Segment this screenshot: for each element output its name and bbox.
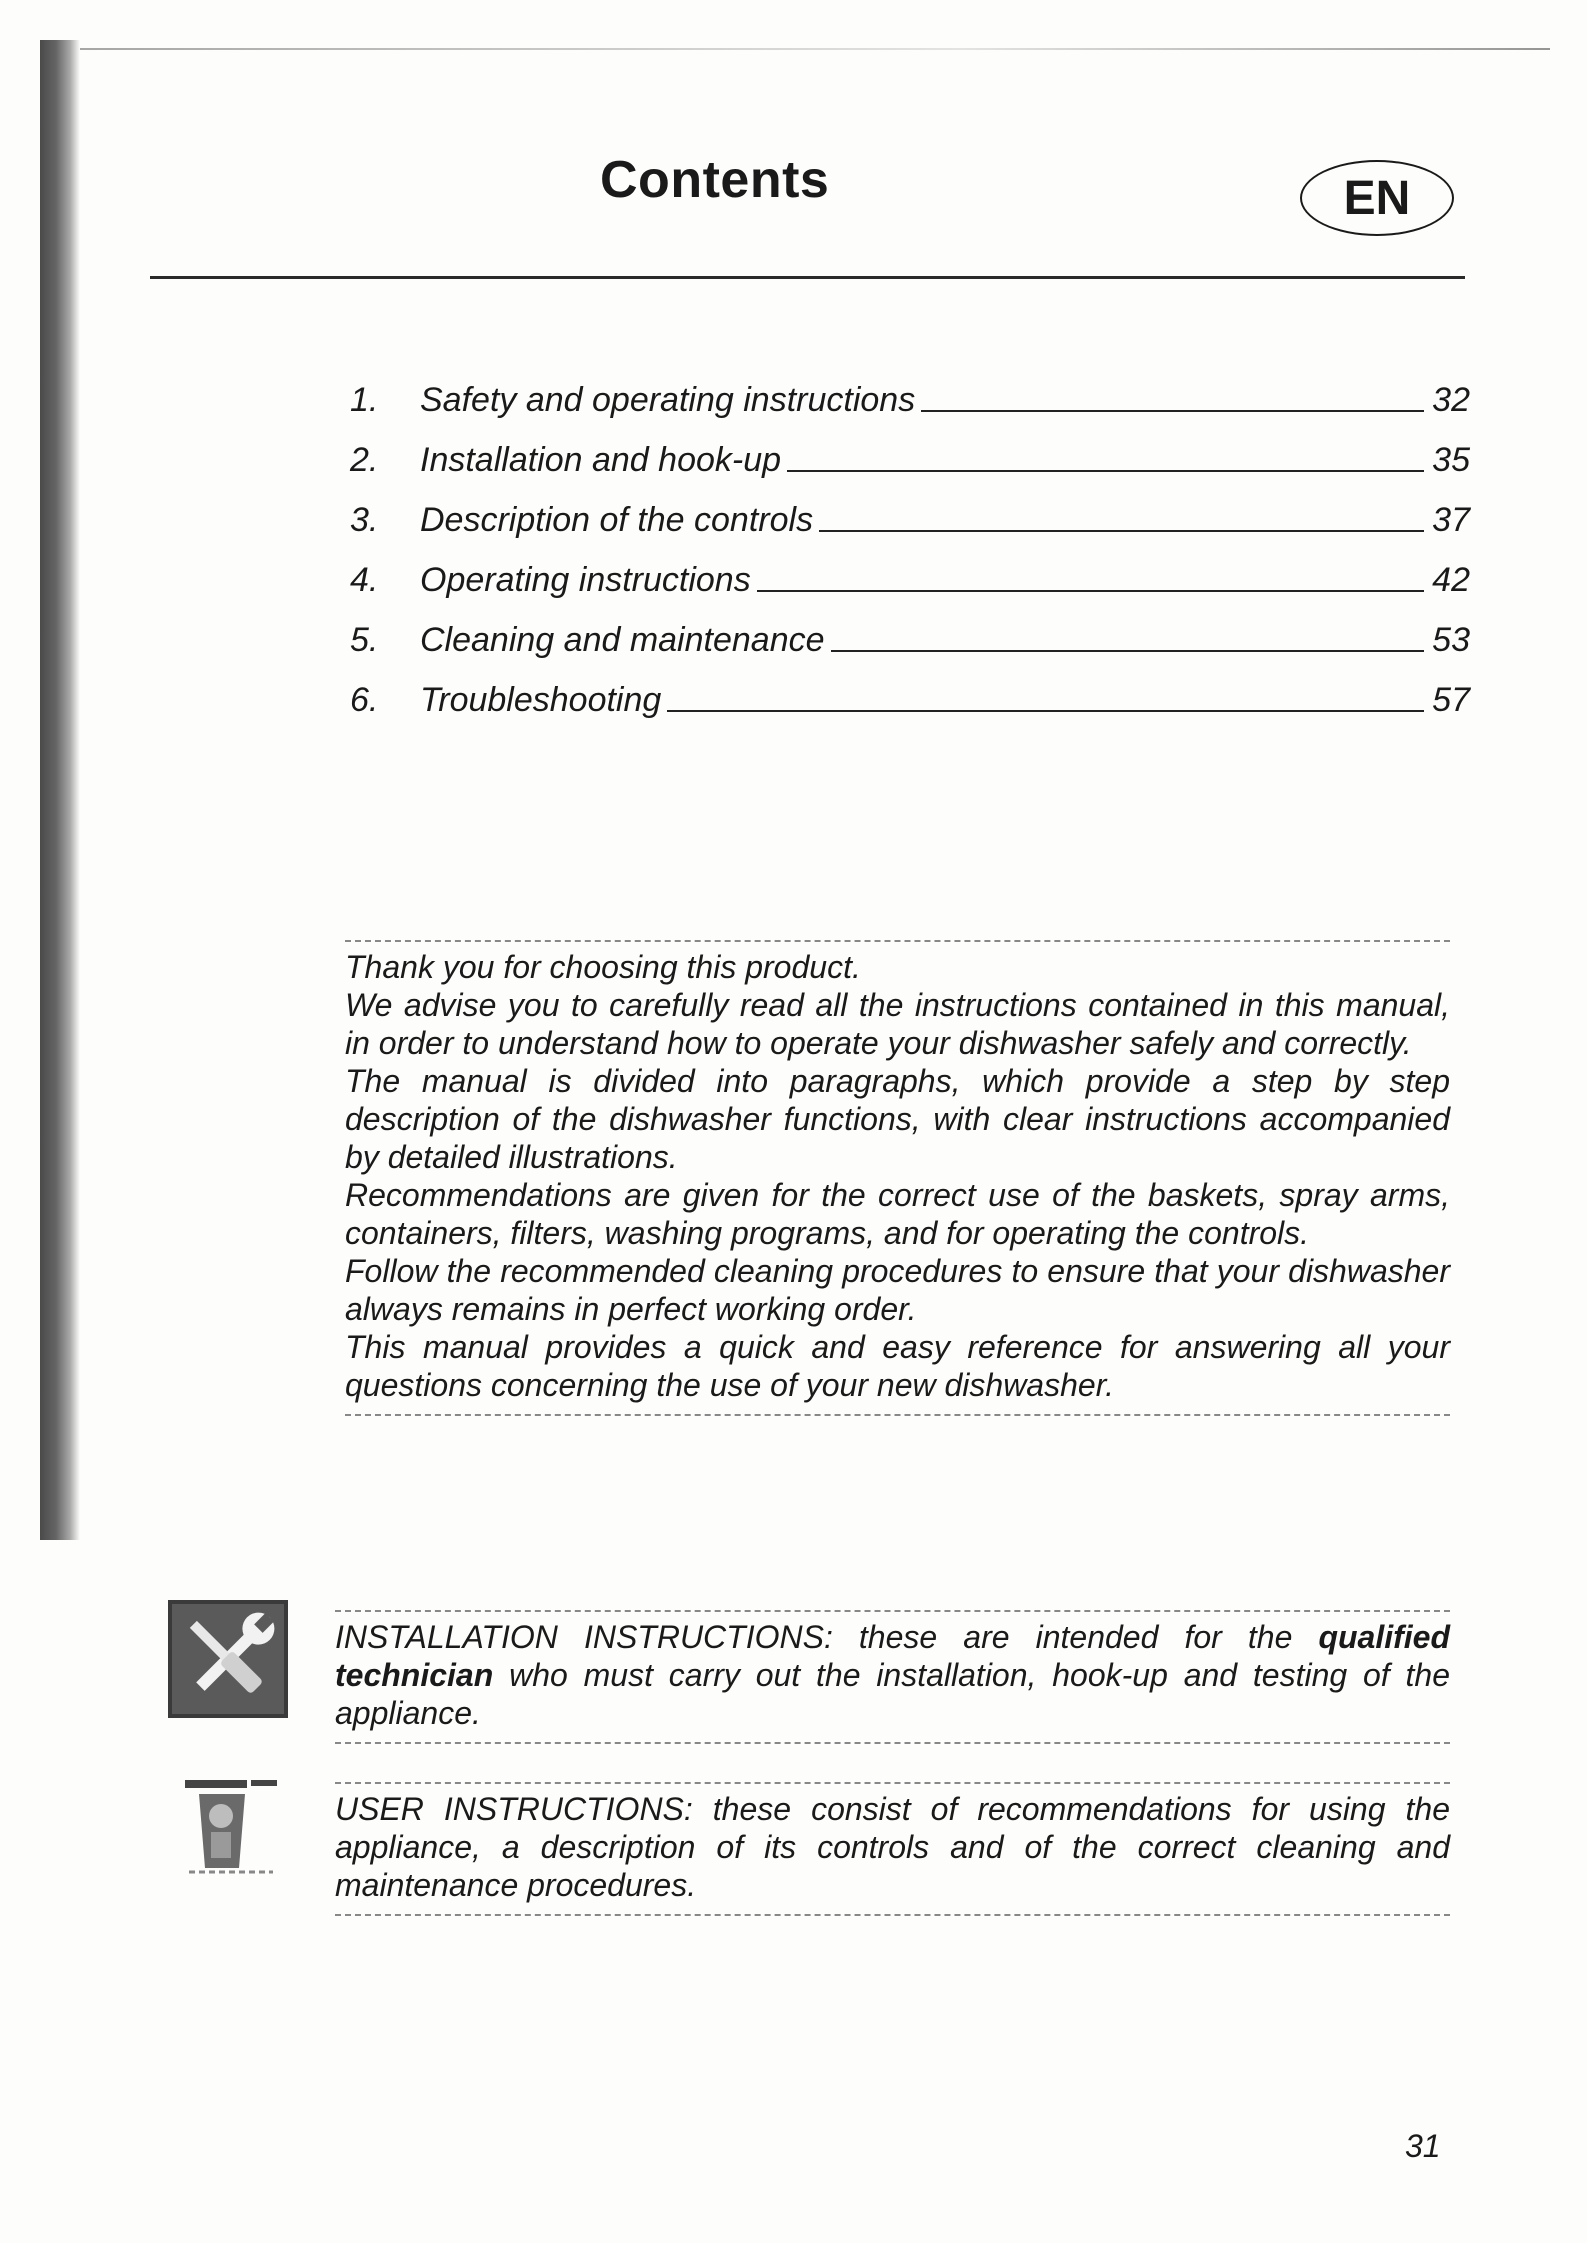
toc-leader-line xyxy=(819,530,1424,532)
page-title: Contents xyxy=(600,151,830,209)
intro-paragraph: We advise you to carefully read all the instructions contained in this manual, in order to understand how to operate your dishwasher safely and correctly. xyxy=(345,987,1450,1061)
toc-number: 5. xyxy=(350,621,379,659)
toc-leader-line xyxy=(831,650,1424,652)
toc-entry-installation[interactable] xyxy=(350,420,1470,480)
toc-leader-line xyxy=(921,410,1424,412)
page-number: 31 xyxy=(1405,2128,1441,2164)
intro-paragraph: This manual provides a quick and easy reference for answering all your questions concerning the use of your new dishwasher. xyxy=(345,1329,1450,1403)
toc-page-number: 53 xyxy=(1432,621,1470,659)
installation-notice-rest: who must carry out the installation, hook-up and testing of the appliance. xyxy=(335,1657,1450,1731)
toc-title: Installation and hook-up xyxy=(420,441,782,479)
toc-number: 2. xyxy=(350,441,379,479)
toc-page-number: 32 xyxy=(1432,381,1470,419)
intro-text-box xyxy=(345,940,1450,1416)
toc-number: 3. xyxy=(350,501,379,539)
toc-page-number: 35 xyxy=(1432,441,1470,479)
scan-edge-shadow xyxy=(40,40,80,1540)
toc-title: Troubleshooting xyxy=(420,681,662,719)
toc-entry-operating[interactable] xyxy=(350,540,1470,600)
installation-notice-lead: INSTALLATION INSTRUCTIONS: these are intended for the xyxy=(335,1619,1319,1655)
installation-notice-emphasis: qualified technician xyxy=(335,1619,1450,1693)
toc-title: Safety and operating instructions xyxy=(420,381,916,419)
toc-number: 4. xyxy=(350,561,379,599)
user-notice: USER INSTRUCTIONS: these consist of recommendations for using the appliance, a description of its controls and of the correct cleaning and maintenance procedures. xyxy=(335,1782,1450,1916)
toc-entry-cleaning[interactable] xyxy=(350,600,1470,660)
toc-title: Operating instructions xyxy=(420,561,751,599)
intro-paragraph: Recommendations are given for the correct use of the baskets, spray arms, containers, filters, washing programs, and for operating the controls. xyxy=(345,1177,1450,1251)
language-badge: EN xyxy=(1300,160,1454,236)
toc-number: 1. xyxy=(350,381,379,419)
toc-number: 6. xyxy=(350,681,379,719)
toc-entry-troubleshooting[interactable] xyxy=(350,660,1470,720)
header-divider xyxy=(150,276,1465,279)
intro-paragraph: The manual is divided into paragraphs, which provide a step by step description of the dishwasher functions, with clear instructions accompanied by detailed illustrations. xyxy=(345,1063,1450,1175)
installation-notice xyxy=(335,1610,1450,1744)
toc-leader-line xyxy=(667,710,1424,712)
toc-leader-line xyxy=(787,470,1424,472)
intro-paragraph: Thank you for choosing this product. xyxy=(345,949,861,985)
toc-leader-line xyxy=(757,590,1424,592)
toc-title: Cleaning and maintenance xyxy=(420,621,825,659)
user-manual-icon xyxy=(175,1772,287,1893)
toc-page-number: 37 xyxy=(1432,501,1470,539)
toc-title: Description of the controls xyxy=(420,501,814,539)
toc-page-number: 42 xyxy=(1432,561,1470,599)
tools-icon xyxy=(168,1600,288,1723)
toc-page-number: 57 xyxy=(1432,681,1470,719)
table-of-contents xyxy=(350,360,1470,720)
scan-top-edge xyxy=(80,48,1550,50)
toc-entry-safety[interactable] xyxy=(350,360,1470,420)
intro-paragraph: Follow the recommended cleaning procedures to ensure that your dishwasher always remains in perfect working order. xyxy=(345,1253,1450,1327)
toc-entry-controls[interactable] xyxy=(350,480,1470,540)
